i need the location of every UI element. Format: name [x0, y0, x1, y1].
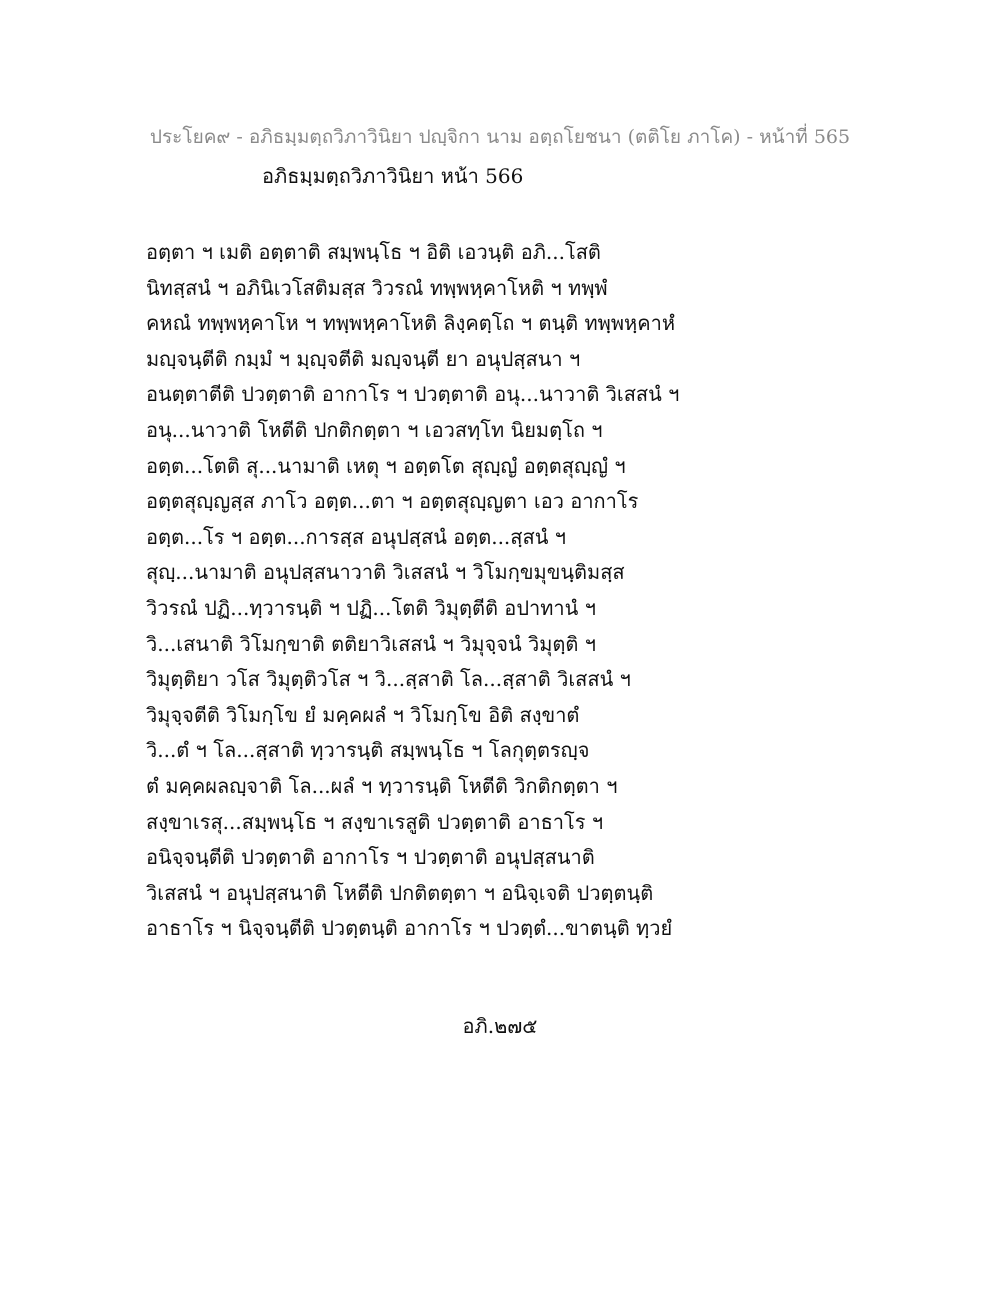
text-line: อตฺตสุญฺญสฺส ภาโว อตฺต...ตา ฯ อตฺตสุญฺญตา เอว อากาโร: [146, 489, 639, 514]
text-line: วิมุจฺจตีติ วิโมกฺโข ยํ มคฺคผลํ ฯ วิโมกฺโข อิติ สงฺขาตํ: [146, 702, 580, 727]
text-line: วิ...ตํ ฯ โล...สฺสาติ ทฺวารนฺติ สมฺพนฺโธ ฯ โลกุตฺตรญฺจ: [146, 738, 590, 763]
text-line: อตฺตา ฯ เมติ อตฺตาติ สมฺพนฺโธ ฯ อิติ เอวนฺติ อภิ...โสติ: [146, 240, 601, 264]
text-line: นิทสฺสนํ ฯ อภินิเวโสติมสฺส วิวรณํ ทพฺพหฺคาโหติ ฯ ทพฺพํ: [146, 275, 608, 300]
text-line: วิเสสนํ ฯ อนุปสฺสนาติ โหตีติ ปกติตตฺตา ฯ อนิจฺเจติ ปวตฺตนฺติ: [146, 880, 654, 905]
text-line: อนตฺตาตีติ ปวตฺตาติ อากาโร ฯ ปวตฺตาติ อนุ...นาวาติ วิเสสนํ ฯ: [146, 382, 680, 407]
text-line: สงฺขาเรสุ...สมฺพนฺโธ ฯ สงฺขาเรสูติ ปวตฺตาติ อาธาโร ฯ: [146, 809, 604, 834]
running-header: ประโยค๙ - อภิธมฺมตฺถวิภาวินิยา ปญฺจิกา นาม อตฺถโยชนา (ตติโย ภาโค) - หน้าที่ 565: [149, 126, 851, 148]
text-line: อนุ...นาวาติ โหตีติ ปกติกตฺตา ฯ เอวสทฺโท นิยมตฺโถ ฯ: [146, 417, 603, 442]
text-line: วิมุตฺติยา วโส วิมุตฺติวโส ฯ วิ...สฺสาติ โล...สฺสาติ วิเสสนํ ฯ: [146, 667, 631, 692]
page-footer-marker: อภิ.๒๗๕: [462, 1014, 538, 1038]
text-line: อตฺต...โตติ สุ...นามาติ เหตุ ฯ อตฺตโต สุญฺญํ อตฺตสุญฺญํ ฯ: [146, 453, 626, 478]
page-subheader: อภิธมฺมตฺถวิภาวินิยา หน้า 566: [262, 164, 524, 188]
text-line: มญฺจนฺตีติ กมฺมํ ฯ มฺญฺจตีติ มญฺจนฺตี ยา อนุปสฺสนา ฯ: [146, 346, 581, 371]
text-line: ตํ มคฺคผลญฺจาติ โล...ผลํ ฯ ทฺวารนฺติ โหตีติ วิกติกตฺตา ฯ: [146, 773, 618, 798]
text-line: วิ...เสนาติ วิโมกฺขาติ ตติยาวิเสสนํ ฯ วิมุจฺจนํ วิมุตฺติ ฯ: [146, 631, 596, 656]
text-line: สุญฺ...นามาติ อนุปสฺสนาวาติ วิเสสนํ ฯ วิโมกฺขมุขนฺติมสฺส: [146, 560, 625, 585]
text-line: อาธาโร ฯ นิจฺจนฺตีติ ปวตฺตนฺติ อากาโร ฯ ปวตฺตํ...ขาตนฺติ ทฺวยํ: [146, 916, 673, 941]
text-line: อตฺต...โร ฯ อตฺต...การสฺส อนุปสฺสนํ อตฺต...สฺสนํ ฯ: [146, 524, 566, 549]
text-line: คหณํ ทพฺพหฺคาโห ฯ ทพฺพหฺคาโหติ ลิงฺคตฺโถ ฯ ตนฺติ ทพฺพหฺคาหํ: [146, 311, 676, 336]
text-line: วิวรณํ ปฏิ...ทฺวารนฺติ ฯ ปฏิ...โตติ วิมุตฺตีติ อปาทานํ ฯ: [146, 595, 596, 620]
text-line: อนิจฺจนฺตีติ ปวตฺตาติ อากาโร ฯ ปวตฺตาติ อนุปสฺสนาติ: [146, 845, 595, 870]
body-text: [146, 235, 966, 947]
